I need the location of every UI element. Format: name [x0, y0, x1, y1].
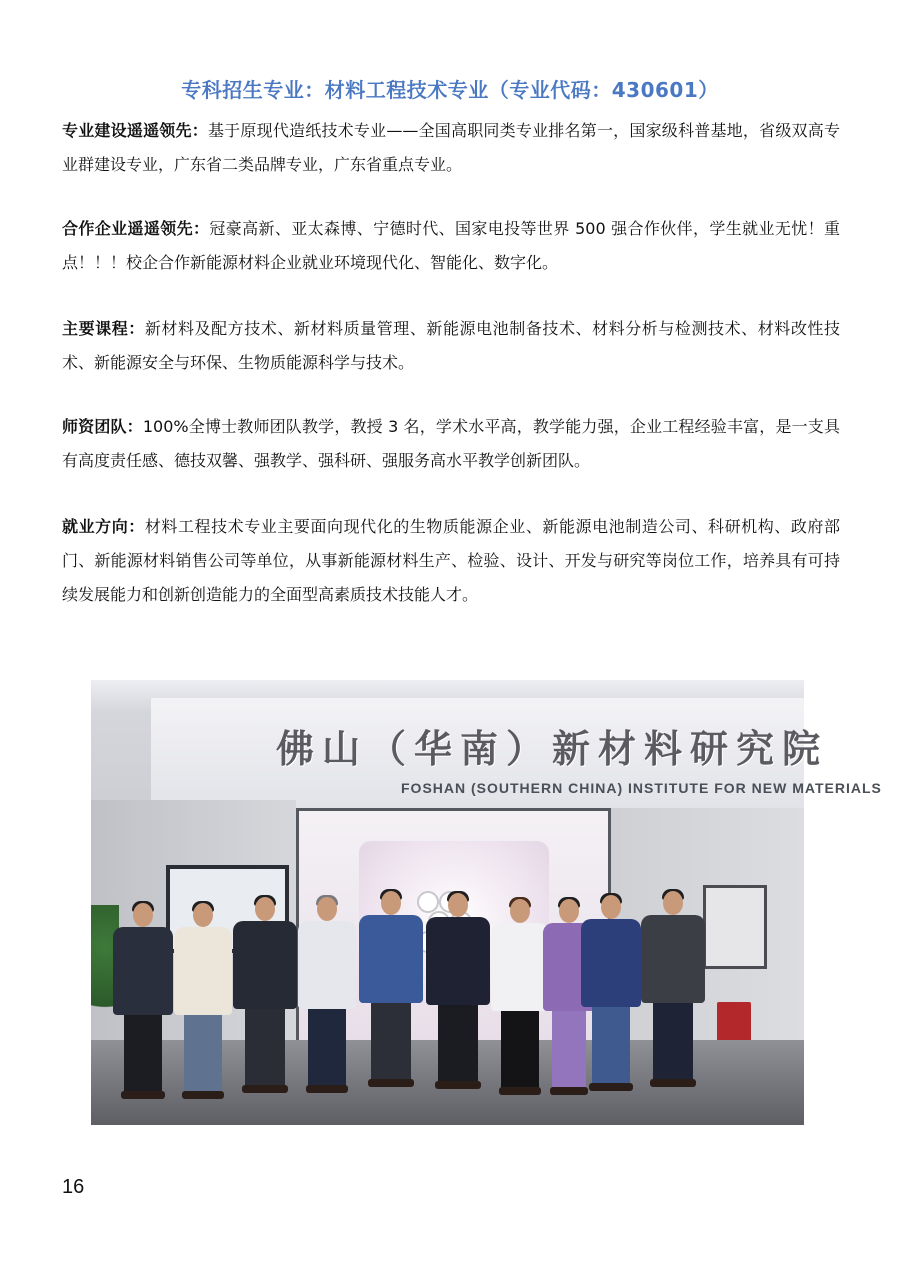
person — [359, 891, 423, 1103]
section-text: 冠豪高新、亚太森博、宁德时代、国家电投等世界 500 强合作伙伴，学生就业无忧！重点！！！校企合作新能源材料企业就业环境现代化、智能化、数字化。 — [62, 219, 840, 272]
person — [298, 897, 356, 1103]
person — [581, 895, 641, 1103]
section-text: 基于原现代造纸技术专业——全国高职同类专业排名第一，国家级科普基地，省级双高专业群建设专业，广东省二类品牌专业，广东省重点专业。 — [62, 121, 840, 174]
section-partners — [62, 212, 840, 280]
section-text: 100%全博士教师团队教学，教授 3 名，学术水平高，教学能力强，企业工程经验丰富，是一支具有高度责任感、德技双馨、强教学、强科研、强服务高水平教学创新团队。 — [62, 417, 840, 470]
section-label: 师资团队： — [62, 417, 143, 436]
section-label: 专业建设遥遥领先： — [62, 121, 208, 140]
institute-sign-chinese: 佛山（华南）新材料研究院 — [276, 726, 829, 771]
institute-sign — [151, 698, 882, 811]
page-number: 16 — [62, 1176, 85, 1198]
section-label: 就业方向： — [62, 517, 145, 536]
institute-sign-english: FOSHAN (SOUTHERN CHINA) INSTITUTE FOR NEW MATERIALS — [401, 780, 882, 796]
person — [233, 897, 297, 1103]
section-courses — [62, 312, 840, 380]
section-construction — [62, 114, 840, 182]
section-label: 合作企业遥遥领先： — [62, 219, 210, 238]
section-careers — [62, 510, 840, 612]
section-faculty — [62, 410, 840, 478]
page-title: 专科招生专业：材料工程技术专业（专业代码：430601） — [181, 78, 719, 102]
person — [641, 891, 705, 1103]
wall-notice-board — [703, 885, 767, 969]
person — [491, 899, 549, 1103]
group-photo — [91, 680, 882, 1125]
person — [426, 893, 490, 1103]
section-text: 材料工程技术专业主要面向现代化的生物质能源企业、新能源电池制造公司、科研机构、政府部门、新能源材料销售公司等单位，从事新能源材料生产、检验、设计、开发与研究等岗位工作，培养具有可持续发展能力和创新创造能力的全面型高素质技术技能人才。 — [62, 517, 840, 604]
person — [113, 903, 173, 1103]
section-label: 主要课程： — [62, 319, 145, 338]
person — [174, 903, 232, 1103]
section-text: 新材料及配方技术、新材料质量管理、新能源电池制备技术、材料分析与检测技术、材料改性技术、新能源安全与环保、生物质能源科学与技术。 — [62, 319, 840, 372]
